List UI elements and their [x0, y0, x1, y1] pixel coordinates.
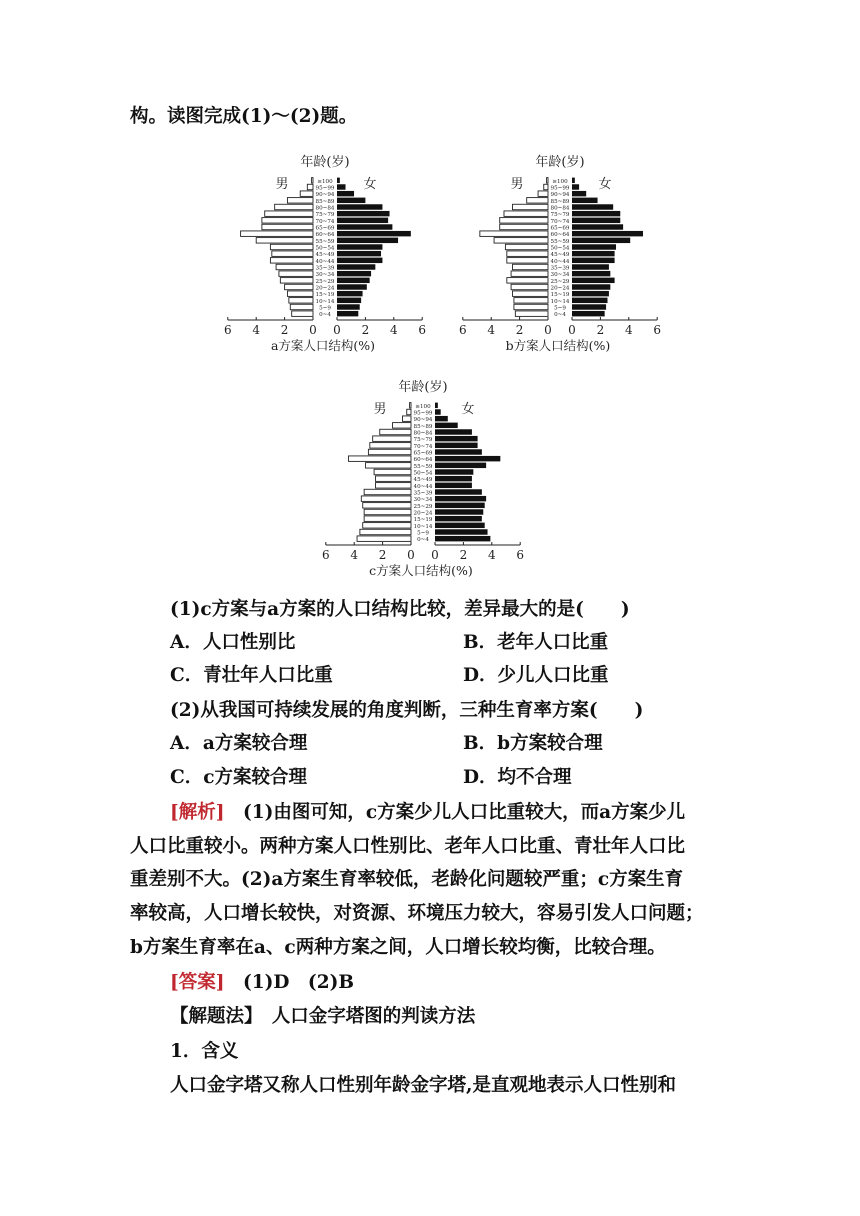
female-bar — [572, 224, 623, 229]
pyramid-chart-a — [220, 150, 440, 355]
x-tick-label: 4 — [350, 548, 359, 562]
female-bar — [572, 198, 598, 203]
male-bar — [289, 298, 313, 303]
male-bar — [349, 456, 411, 461]
x-tick-label: 0 — [431, 548, 439, 562]
q2-option-c: C．c方案较合理 — [170, 767, 307, 788]
female-bar — [435, 503, 485, 508]
age-group-label: 5~9 — [554, 305, 566, 312]
male-bar — [507, 258, 548, 263]
male-bar — [500, 224, 548, 229]
female-bar — [337, 244, 382, 249]
female-bar — [337, 284, 367, 289]
male-label: 男 — [373, 402, 387, 417]
age-group-label: 35~39 — [315, 265, 335, 272]
method-subheading: 1．含义 — [170, 1041, 239, 1062]
age-group-label: 55~59 — [550, 238, 570, 245]
q2-option-d: D．均不合理 — [463, 767, 572, 788]
male-label: 男 — [510, 177, 524, 192]
male-bar — [507, 278, 548, 283]
age-group-label: 60~64 — [315, 232, 335, 239]
female-bar — [435, 476, 472, 481]
x-tick-label: 2 — [280, 323, 289, 337]
male-bar — [374, 469, 411, 474]
analysis-line-4: 率较高，人口增长较快，对资源、环境压力较大，容易引发人口问题； — [130, 903, 704, 924]
male-bar — [312, 178, 313, 183]
x-tick-label: 2 — [378, 548, 387, 562]
male-bar — [410, 403, 411, 408]
age-group-label: 20~24 — [550, 285, 570, 292]
age-group-label: 15~19 — [413, 517, 433, 524]
female-bar — [337, 218, 388, 223]
female-bar — [337, 238, 398, 243]
age-group-label: 45~49 — [315, 252, 335, 259]
male-bar — [287, 291, 313, 296]
age-group-label: 95~99 — [413, 410, 433, 417]
female-bar — [435, 523, 485, 528]
female-bar — [337, 271, 371, 276]
x-tick-label: 6 — [223, 323, 232, 337]
female-bar — [572, 311, 605, 316]
q2-option-b: B．b方案较合理 — [463, 733, 603, 754]
analysis-line-3: 重差别不大。(2)a方案生育率较低，老龄化问题较严重；c方案生育 — [130, 869, 684, 890]
analysis-tag: [解析] — [170, 802, 225, 823]
female-bar — [435, 496, 486, 501]
age-group-label: 60~64 — [413, 457, 433, 464]
x-tick-label: 0 — [333, 323, 341, 337]
question-2: (2)从我国可持续发展的角度判断，三种生育率方案( ) — [170, 700, 644, 721]
female-bar — [337, 224, 392, 229]
female-bar — [572, 211, 620, 216]
male-bar — [547, 178, 548, 183]
age-group-label: 35~39 — [550, 265, 570, 272]
age-group-label: 85~89 — [550, 198, 570, 205]
age-group-label: 75~79 — [315, 212, 335, 219]
age-group-label: 25~29 — [550, 278, 570, 285]
female-bar — [337, 311, 358, 316]
male-bar — [376, 483, 412, 488]
male-bar — [366, 463, 411, 468]
male-bar — [514, 304, 548, 309]
female-bar — [435, 403, 438, 408]
x-tick-label: 6 — [418, 323, 427, 337]
female-bar — [435, 449, 482, 454]
male-bar — [376, 476, 412, 481]
female-bar — [435, 463, 486, 468]
female-bar — [435, 409, 441, 414]
age-group-label: 95~99 — [550, 185, 570, 192]
x-tick-label: 6 — [458, 323, 467, 337]
male-bar — [514, 298, 548, 303]
age-group-label: 5~9 — [417, 530, 429, 537]
x-tick-label: 0 — [309, 323, 317, 337]
male-bar — [511, 284, 548, 289]
female-bar — [572, 291, 609, 296]
analysis-line-1 — [170, 800, 685, 826]
female-bar — [572, 258, 615, 263]
age-group-label: 40~44 — [315, 258, 335, 265]
age-axis-title: 年龄(岁) — [398, 380, 448, 395]
age-axis-title: 年龄(岁) — [535, 155, 585, 170]
female-label: 女 — [363, 177, 377, 192]
age-group-label: 80~84 — [413, 430, 433, 437]
male-bar — [393, 423, 411, 428]
female-bar — [572, 231, 643, 236]
age-group-label: ≥100 — [415, 403, 431, 410]
age-group-label: 85~89 — [315, 198, 335, 205]
female-bar — [572, 218, 620, 223]
age-group-label: 45~49 — [550, 252, 570, 259]
age-group-label: 95~99 — [315, 185, 335, 192]
male-bar — [544, 184, 548, 189]
age-group-label: 55~59 — [413, 463, 433, 470]
female-bar — [337, 231, 411, 236]
age-group-label: 30~34 — [315, 272, 335, 279]
age-group-label: 70~74 — [413, 443, 433, 450]
female-bar — [337, 204, 382, 209]
age-group-label: 5~9 — [319, 305, 331, 312]
female-bar — [572, 251, 615, 256]
x-tick-label: 2 — [459, 548, 468, 562]
female-bar — [572, 298, 608, 303]
age-group-label: 35~39 — [413, 490, 433, 497]
female-bar — [337, 304, 360, 309]
male-bar — [505, 244, 548, 249]
female-bar — [572, 184, 579, 189]
female-bar — [572, 284, 610, 289]
female-bar — [572, 304, 606, 309]
female-bar — [435, 416, 448, 421]
male-bar — [504, 211, 548, 216]
male-bar — [363, 523, 411, 528]
female-bar — [435, 443, 478, 448]
female-bar — [337, 178, 340, 183]
female-bar — [435, 516, 482, 521]
q2-option-a: A．a方案较合理 — [170, 733, 308, 754]
male-bar — [276, 264, 313, 269]
chart-title: c方案人口结构(%) — [369, 563, 473, 578]
chart-title: a方案人口结构(%) — [270, 338, 376, 353]
male-bar — [262, 224, 313, 229]
female-bar — [435, 469, 473, 474]
male-bar — [500, 218, 548, 223]
age-group-label: 0~4 — [319, 312, 331, 319]
q1-option-a: A．人口性别比 — [170, 632, 296, 653]
age-group-label: 65~69 — [315, 225, 335, 232]
female-bar — [435, 429, 472, 434]
q1-option-b: B．老年人口比重 — [463, 632, 609, 653]
male-bar — [363, 503, 411, 508]
female-bar — [572, 191, 586, 196]
q1-option-d: D．少儿人口比重 — [463, 665, 609, 686]
x-tick-label: 4 — [487, 548, 496, 562]
male-bar — [241, 231, 313, 236]
male-bar — [285, 284, 313, 289]
male-bar — [256, 238, 313, 243]
age-group-label: 25~29 — [413, 503, 433, 510]
male-bar — [360, 529, 411, 534]
female-bar — [435, 483, 472, 488]
male-bar — [357, 536, 411, 541]
female-bar — [337, 191, 354, 196]
male-bar — [275, 204, 313, 209]
female-bar — [337, 251, 381, 256]
chart-title: b方案人口结构(%) — [505, 338, 611, 353]
age-group-label: 80~84 — [550, 205, 570, 212]
age-group-label: 65~69 — [550, 225, 570, 232]
age-group-label: 90~94 — [315, 192, 335, 199]
male-bar — [373, 436, 411, 441]
age-group-label: 0~4 — [417, 537, 429, 544]
male-bar — [280, 278, 313, 283]
age-group-label: 80~84 — [315, 205, 335, 212]
male-bar — [279, 271, 313, 276]
method-text: 人口金字塔又称人口性别年龄金字塔,是直观地表示人口性别和 — [170, 1075, 676, 1096]
female-label: 女 — [461, 402, 475, 417]
answer-line — [170, 970, 354, 996]
male-label: 男 — [275, 177, 289, 192]
x-tick-label: 6 — [653, 323, 662, 337]
pyramid-chart-b — [455, 150, 675, 355]
age-axis-title: 年龄(岁) — [300, 155, 350, 170]
male-bar — [494, 238, 548, 243]
female-bar — [337, 184, 346, 189]
male-bar — [270, 244, 313, 249]
female-bar — [435, 536, 490, 541]
method-heading: 【解题法】 人口金字塔图的判读方法 — [170, 1006, 476, 1027]
question-1: (1)c方案与a方案的人口结构比较，差异最大的是( ) — [170, 599, 630, 620]
male-bar — [361, 496, 411, 501]
x-tick-label: 2 — [361, 323, 370, 337]
x-tick-label: 4 — [252, 323, 261, 337]
male-bar — [364, 489, 411, 494]
male-bar — [290, 304, 313, 309]
answer-text: (1)D (2)B — [224, 972, 354, 993]
female-bar — [337, 291, 363, 296]
age-group-label: 15~19 — [550, 292, 570, 299]
male-bar — [287, 198, 313, 203]
age-group-label: ≥100 — [317, 178, 333, 185]
male-bar — [480, 231, 548, 236]
age-group-label: 45~49 — [413, 477, 433, 484]
female-bar — [435, 489, 482, 494]
age-group-label: 15~19 — [315, 292, 335, 299]
age-group-label: ≥100 — [552, 178, 568, 185]
female-bar — [572, 271, 610, 276]
male-bar — [364, 509, 411, 514]
female-bar — [337, 211, 390, 216]
age-group-label: 25~29 — [315, 278, 335, 285]
x-tick-label: 4 — [487, 323, 496, 337]
answer-tag: [答案] — [170, 972, 225, 993]
age-group-label: 50~54 — [315, 245, 335, 252]
male-bar — [380, 429, 411, 434]
male-bar — [513, 204, 549, 209]
male-bar — [527, 198, 548, 203]
x-tick-label: 6 — [516, 548, 525, 562]
female-bar — [435, 509, 483, 514]
age-group-label: 20~24 — [315, 285, 335, 292]
male-bar — [272, 251, 313, 256]
age-group-label: 0~4 — [554, 312, 566, 319]
x-tick-label: 0 — [568, 323, 576, 337]
male-bar — [370, 443, 411, 448]
male-bar — [262, 218, 313, 223]
male-bar — [507, 251, 548, 256]
male-bar — [515, 311, 548, 316]
analysis-line-5: b方案生育率在a、c两种方案之间，人口增长较均衡，比较合理。 — [130, 937, 666, 958]
female-bar — [572, 278, 615, 283]
female-label: 女 — [598, 177, 612, 192]
intro-text: 构。读图完成(1)～(2)题。 — [130, 106, 358, 127]
age-group-label: 75~79 — [413, 437, 433, 444]
age-group-label: 30~34 — [413, 497, 433, 504]
x-tick-label: 4 — [624, 323, 633, 337]
age-group-label: 10~14 — [550, 298, 570, 305]
age-group-label: 50~54 — [413, 470, 433, 477]
male-bar — [307, 184, 313, 189]
male-bar — [300, 191, 313, 196]
female-bar — [435, 456, 500, 461]
x-tick-label: 0 — [407, 548, 415, 562]
age-group-label: 90~94 — [413, 417, 433, 424]
female-bar — [572, 244, 616, 249]
age-group-label: 90~94 — [550, 192, 570, 199]
male-bar — [513, 264, 549, 269]
female-bar — [572, 238, 630, 243]
x-tick-label: 0 — [544, 323, 552, 337]
male-bar — [368, 449, 411, 454]
age-group-label: 10~14 — [315, 298, 335, 305]
male-bar — [538, 191, 548, 196]
x-tick-label: 6 — [321, 548, 330, 562]
age-group-label: 75~79 — [550, 212, 570, 219]
age-group-label: 20~24 — [413, 510, 433, 517]
x-tick-label: 2 — [515, 323, 524, 337]
x-tick-label: 2 — [596, 323, 605, 337]
female-bar — [337, 278, 370, 283]
age-group-label: 50~54 — [550, 245, 570, 252]
analysis-text-1: (1)由图可知，c方案少儿人口比重较大，而a方案少儿 — [224, 802, 686, 823]
age-group-label: 40~44 — [550, 258, 570, 265]
age-group-label: 40~44 — [413, 483, 433, 490]
male-bar — [511, 271, 548, 276]
age-group-label: 70~74 — [550, 218, 570, 225]
age-group-label: 60~64 — [550, 232, 570, 239]
female-bar — [435, 529, 488, 534]
x-tick-label: 4 — [389, 323, 398, 337]
male-bar — [407, 409, 411, 414]
male-bar — [292, 311, 313, 316]
female-bar — [572, 178, 575, 183]
male-bar — [402, 416, 411, 421]
female-bar — [337, 298, 361, 303]
age-group-label: 85~89 — [413, 423, 433, 430]
female-bar — [337, 264, 375, 269]
female-bar — [435, 436, 478, 441]
male-bar — [364, 516, 411, 521]
male-bar — [270, 258, 313, 263]
age-group-label: 30~34 — [550, 272, 570, 279]
female-bar — [572, 264, 609, 269]
analysis-line-2: 人口比重较小。两种方案人口性别比、老年人口比重、青壮年人口比 — [130, 836, 686, 857]
female-bar — [572, 204, 613, 209]
age-group-label: 10~14 — [413, 523, 433, 530]
q1-option-c: C．青壮年人口比重 — [170, 665, 333, 686]
pyramid-chart-c — [318, 375, 538, 580]
female-bar — [435, 423, 458, 428]
male-bar — [265, 211, 313, 216]
female-bar — [337, 198, 365, 203]
male-bar — [513, 291, 549, 296]
age-group-label: 55~59 — [315, 238, 335, 245]
age-group-label: 65~69 — [413, 450, 433, 457]
female-bar — [337, 258, 382, 263]
age-group-label: 70~74 — [315, 218, 335, 225]
